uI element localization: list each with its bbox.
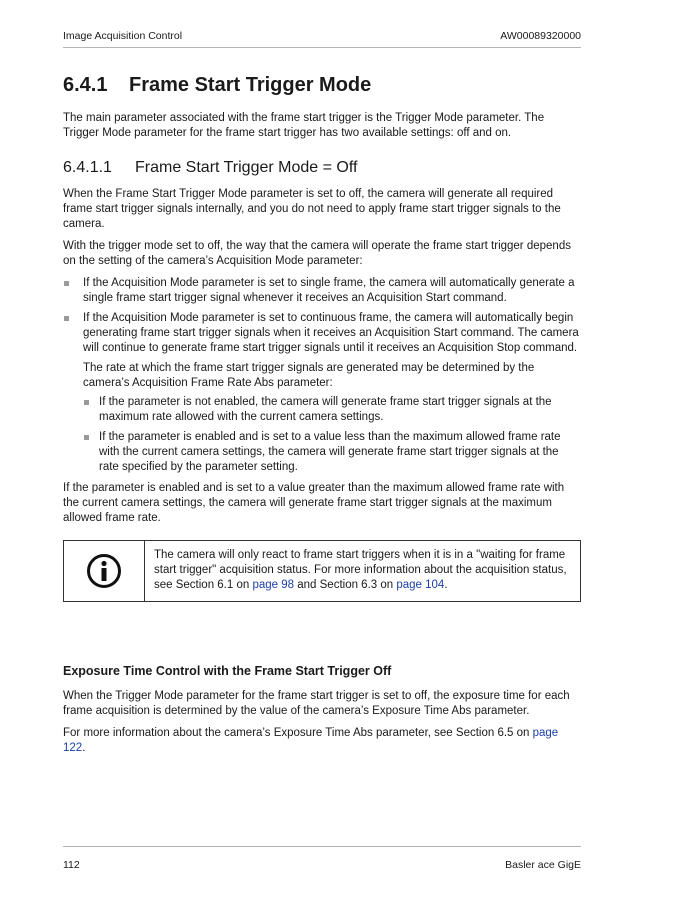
list-item-continuation: The rate at which the frame start trigger signals are generated may be determined by the camera’s Acquisition Frame Rate Abs parameter: [83, 362, 535, 389]
footer-rule [63, 846, 581, 847]
section-title: Frame Start Trigger Mode [129, 74, 372, 96]
subsection-title: Frame Start Trigger Mode = Off [135, 159, 358, 176]
list-item: If the parameter is not enabled, the camera will generate frame start trigger signals at the maximum rate allowed with the current camera settings. [83, 395, 581, 425]
exposure-heading: Exposure Time Control with the Frame Start Trigger Off [63, 664, 392, 678]
page-footer [63, 859, 581, 873]
paragraph: With the trigger mode set to off, the way that the camera will operate the frame start trigger depends on the setting of the camera’s Acquisition Mode parameter: [63, 240, 571, 267]
list-item: If the parameter is enabled and is set to a value less than the maximum allowed frame rate with the current camera settings, the camera will generate frame start trigger signals at the rate specified by the parameter setting. [83, 430, 581, 475]
subsection-number: 6.4.1.1 [63, 159, 112, 176]
section-heading [63, 74, 581, 97]
page-content [63, 74, 581, 763]
paragraph: When the Trigger Mode parameter for the frame start trigger is set to off, the exposure time for each frame acquisition is determined by the value of the camera’s Exposure Time Abs parameter. [63, 690, 570, 717]
section-intro: The main parameter associated with the frame start trigger is the Trigger Mode parameter. The Trigger Mode parameter for the frame start trigger has two available settings: off and on. [63, 112, 545, 139]
paragraph: If the parameter is enabled and is set to a value greater than the maximum allowed frame rate with the current camera settings, the camera will generate frame start trigger signals at the maximum allowed frame rate. [63, 482, 565, 524]
note-text: The camera will only react to frame start triggers when it is in a "waiting for frame start trigger" acquisition status. For more information about the acquisition status, see Section 6.1 on page 98 and Section 6.3 on page 104. [154, 549, 567, 591]
subsection-heading [63, 159, 581, 177]
page-104-link[interactable]: page 104 [396, 579, 445, 591]
list-item: If the Acquisition Mode parameter is set to single frame, the camera will automatically generate a single frame start trigger signal whenever it receives an Acquisition Start command. [63, 276, 581, 306]
sub-bullet-list [83, 395, 581, 475]
header-rule [63, 47, 581, 48]
info-icon [86, 553, 122, 589]
page-header [63, 30, 581, 44]
section-number: 6.4.1 [63, 74, 108, 96]
product-name: Basler ace GigE [505, 859, 581, 871]
header-doc-number: AW00089320000 [500, 30, 581, 42]
page-122-link[interactable]: page 122 [63, 727, 559, 754]
list-item: If the Acquisition Mode parameter is set to continuous frame, the camera will automatically begin generating frame start trigger signals when it receives an Acquisition Start command. The camera will continue to generate frame start trigger signals until it receives an Acquisition Stop command. The rate at which the frame start trigger signals are generated may be determined by the camera’s Acquisition Frame Rate Abs parameter: If the parameter is not enabled, the camera will generate frame start trigger signals at the maximum rate allowed with the current camera settings. If the parameter is enabled and is set to a value less than the maximum allowed frame rate with the current camera settings, the camera will generate frame start trigger signals at the rate specified by the parameter setting. [63, 311, 581, 475]
bullet-list [63, 276, 581, 475]
paragraph: When the Frame Start Trigger Mode parameter is set to off, the camera will generate all required frame start trigger signals internally, and you do not need to apply frame start trigger signals to the camera. [63, 188, 561, 230]
page-98-link[interactable]: page 98 [252, 579, 295, 591]
page-number: 112 [63, 859, 80, 871]
note-box [63, 540, 581, 602]
note-icon-cell [64, 541, 145, 601]
header-chapter-title: Image Acquisition Control [63, 30, 183, 42]
paragraph: For more information about the camera’s Exposure Time Abs parameter, see Section 6.5 on page 122. [63, 727, 559, 754]
